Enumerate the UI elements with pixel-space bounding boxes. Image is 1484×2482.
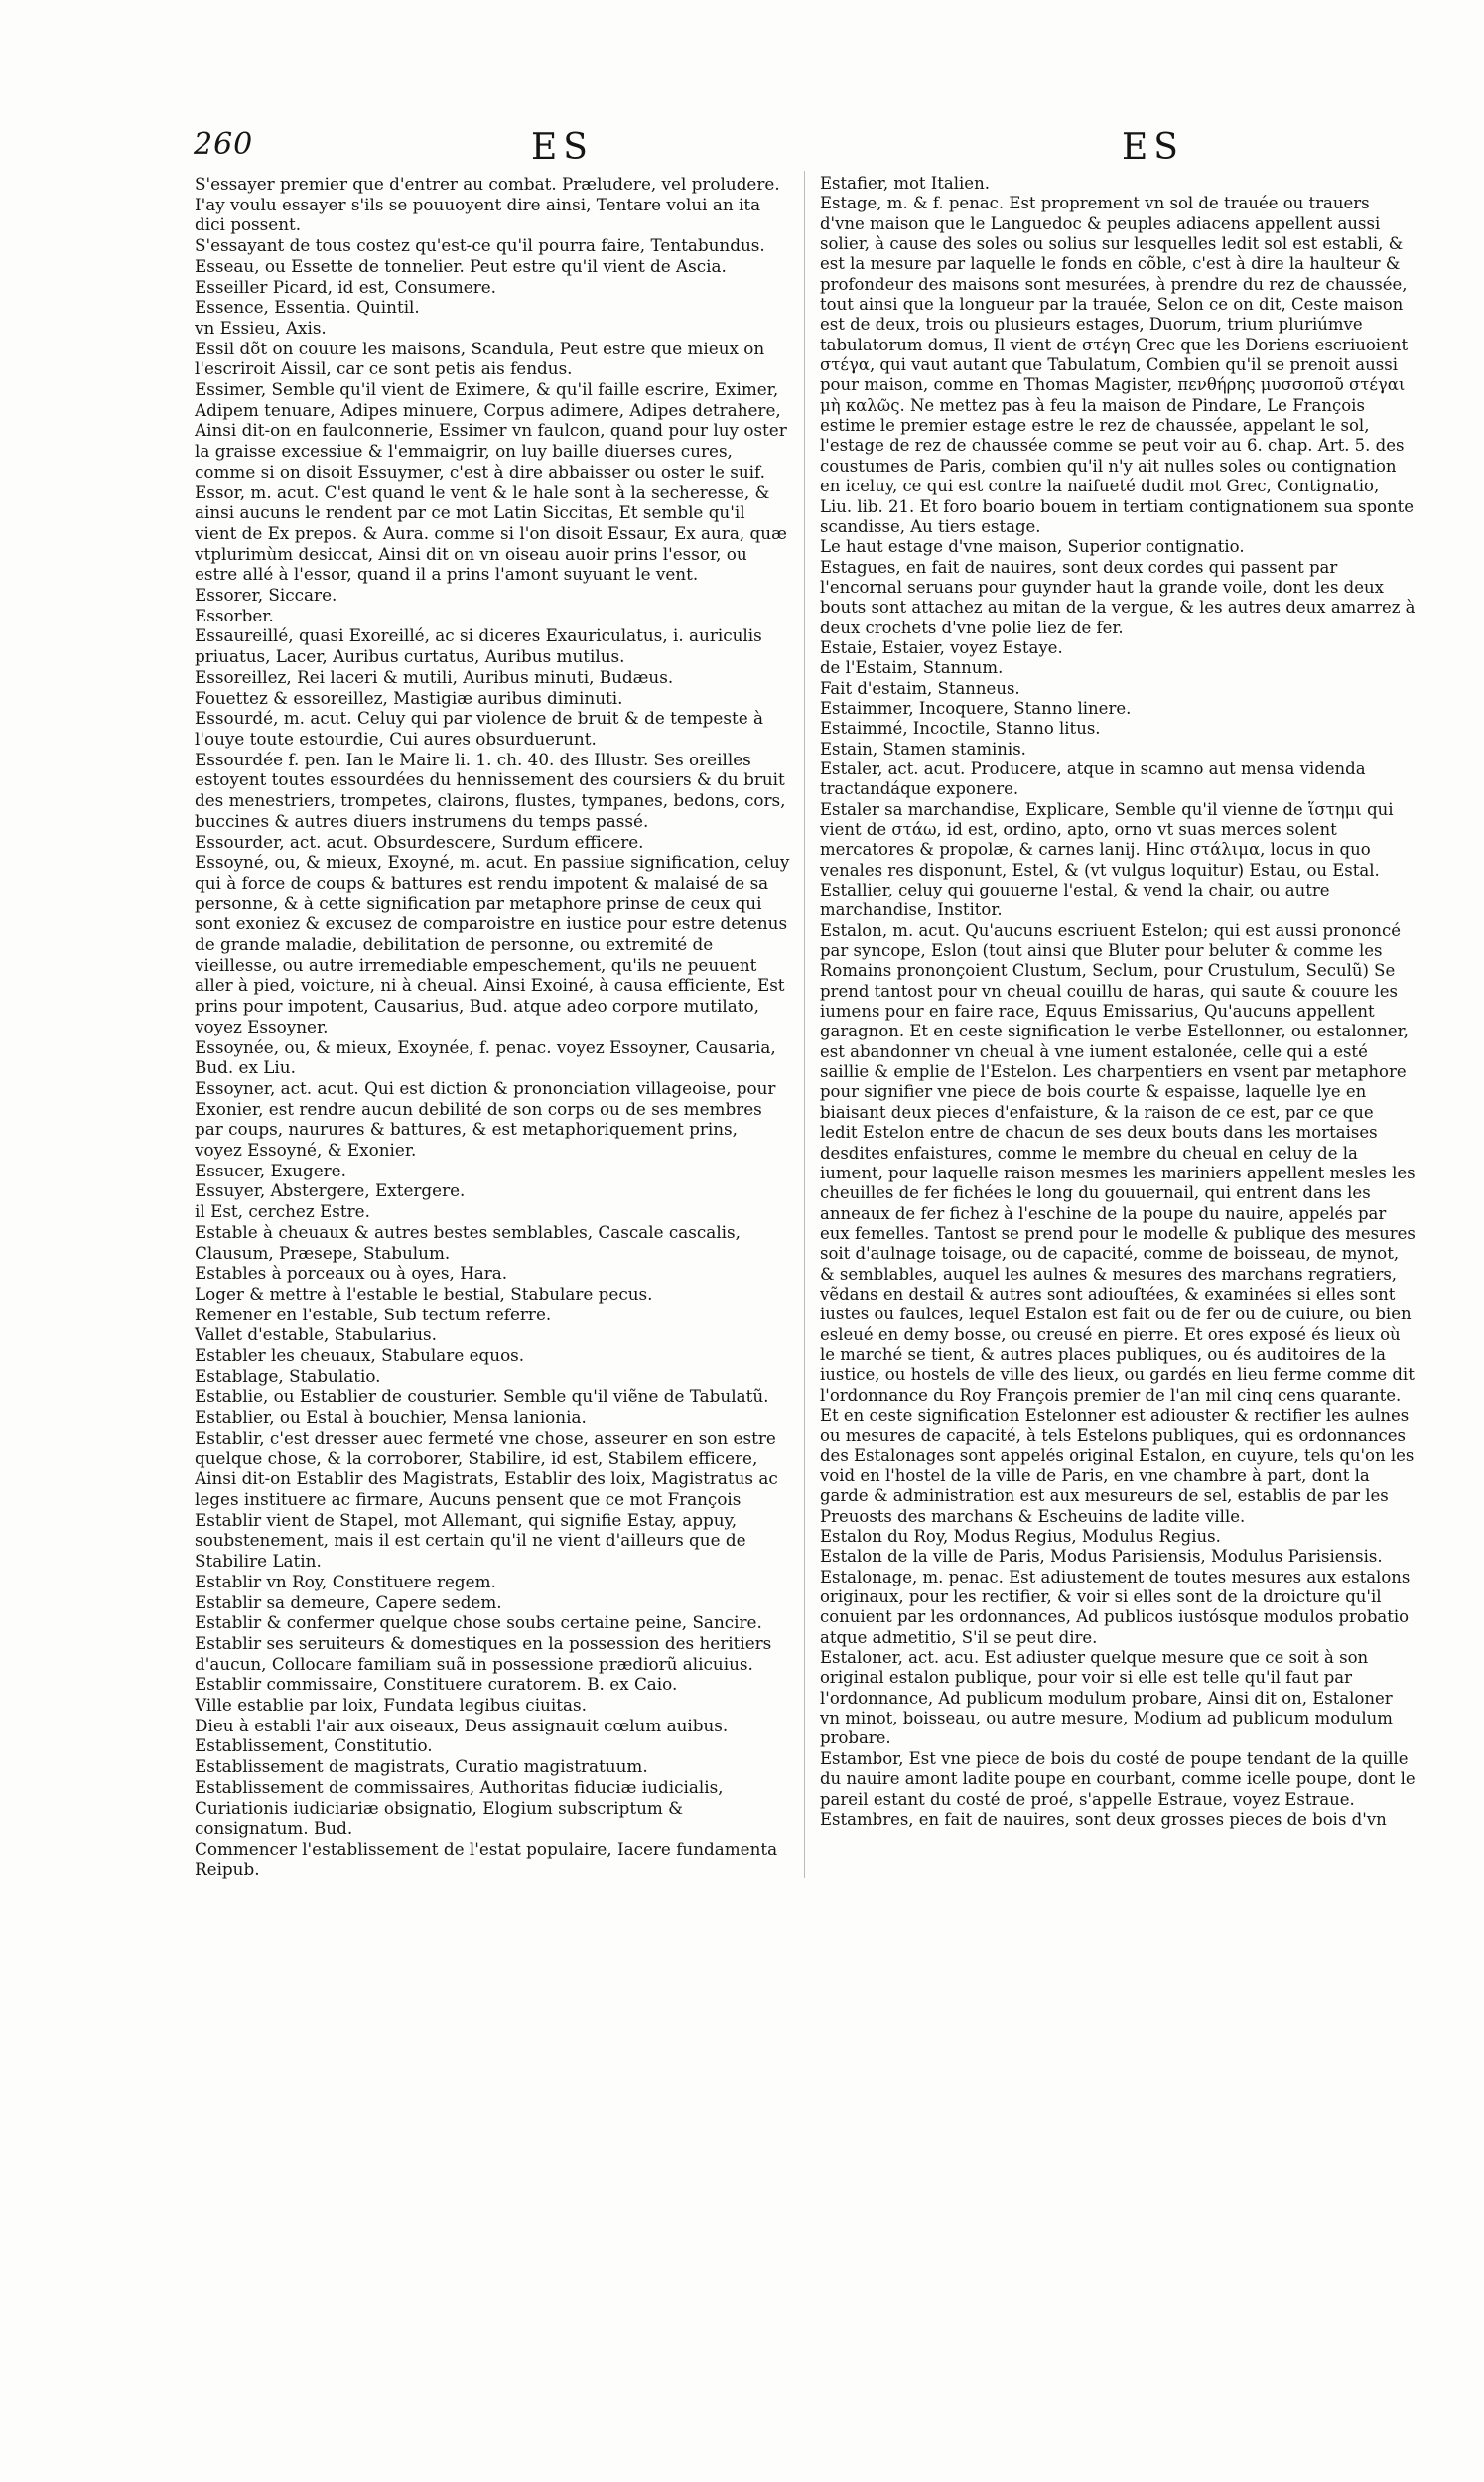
dictionary-entry: Estafier, mot Italien. xyxy=(820,174,990,193)
dictionary-entry: Estaie, Estaier, voyez Estaye. xyxy=(820,637,1063,657)
dictionary-entry: S'essayant de tous costez qu'est-ce qu'il pourra faire, Tentabundus. xyxy=(195,235,765,256)
dictionary-entry: Fait d'estaim, Stanneus. xyxy=(820,678,1020,698)
dictionary-entry: S'essayer premier que d'entrer au combat. Præludere, vel proludere. xyxy=(195,174,780,194)
dictionary-entry: Establir ses seruiteurs & domestiques en la possession des heritiers d'aucun, Collocare familiam suã in possessione prædiorũ alicuius. xyxy=(195,1632,772,1674)
dictionary-entry: Estagues, en fait de nauires, sont deux cordes qui passent par l'encornal seruans pour guynder haut la grande voile, dont les deux bouts sont attachez au mitan de la vergue, & les autres deux amarrez à deux crochets d'vne polie liez de fer. xyxy=(820,557,1416,637)
dictionary-entry: Establissement de commissaires, Authoritas fiduciæ iudicialis, Curiationis iudiciariæ obsignatio, Elogium subscriptum & consignatum. Bud. xyxy=(195,1776,724,1839)
dictionary-entry: il Est, cerchez Estre. xyxy=(195,1201,370,1222)
dictionary-entry: Estaler sa marchandise, Explicare, Semble qu'il vienne de ἵστημι qui vient de στάω, id est, ordino, apto, orno vt suas merces solent mercatores & propolæ, & carnes lanij. Hinc στάλιμα, locus in quo venales res disponunt, Estel, & (vt vulgus loquitur) Estau, ou Estal. xyxy=(820,799,1394,880)
dictionary-entry: Estalon de la ville de Paris, Modus Parisiensis, Modulus Parisiensis. xyxy=(820,1547,1383,1567)
left-column xyxy=(195,174,790,1879)
dictionary-entry: Establer les cheuaux, Stabulare equos. xyxy=(195,1345,525,1366)
dictionary-entry: Estalonage, m. penac. Est adiustement de toutes mesures aux estalons originaux, pour les rectifier, & voir si elles sont de la droicture qu'il conuient par les ordonnances, Ad publicos iustósque modulos probatio atque admetitio, S'il se peut dire. xyxy=(820,1567,1411,1647)
dictionary-entry: Vallet d'estable, Stabularius. xyxy=(195,1324,437,1345)
dictionary-entry: Loger & mettre à l'estable le bestial, Stabulare pecus. xyxy=(195,1283,653,1304)
dictionary-entry: Remener en l'estable, Sub tectum referre. xyxy=(195,1304,552,1324)
dictionary-entry: I'ay voulu essayer s'ils se pouuoyent dire ainsi, Tentare volui an ita dici possent. xyxy=(195,194,761,235)
dictionary-entry: Estable à cheuaux & autres bestes semblables, Cascale cascalis, Clausum, Præsepe, Stabulum. xyxy=(195,1221,741,1263)
dictionary-entry: Ville establie par loix, Fundata legibus ciuitas. xyxy=(195,1695,587,1716)
dictionary-entry: Establir vn Roy, Constituere regem. xyxy=(195,1571,496,1591)
dictionary-entry: Estalon, m. acut. Qu'aucuns escriuent Estelon; qui est aussi prononcé par syncope, Eslon (tout ainsi que Bluter pour beluter & comme les Romains prononçoient Clustum, Seclum, pour Crustulum, Seculũ) Se prend tantost pour vn cheual couillu de haras, qui saute & couure les iumens pour en faire race, Equus Emissarius, Qu'aucuns appellent garagnon. Et en ceste signification le verbe Estellonner, ou estalonner, est abandonner vn cheual à vne iument estalonée, celle qui a esté saillie & emplie de l'Estelon. Les charpentiers en vsent par metaphore pour signifier vne piece de bois courte & espaisse, laquelle lye en biaisant deux pieces d'enfaisture, & la raison de ce est, par ce que ledit Estelon entre de chacun de ses deux bouts dans les mortaises desdites enfaistures, comme le membre du cheual en celuy de la iument, pour laquelle raison mesmes les mariniers appellent mesles les cheuilles de fer fichées le long du gouuernail, qui entrent dans les anneaux de fer fichez à l'eschine de la poupe du nauire, appelés par eux femelles. Tantost se prend pour le modelle & publique des mesures soit d'aulnage toisage, ou de capacité, comme de boisseau, de mynot, & semblables, auquel les aulnes & mesures des marchans regratiers, vẽdans en destail & autres sont adiouſtées, & examinées si elles sont iustes ou faulces, lequel Estalon est fait ou de fer ou de cuiure, ou bien esleué en demy bosse, ou creusé en pierre. Et ores exposé és lieux où le marché se tient, & autres places publiques, ou és auditoires de la iustice, ou hostels de ville des lieux, ou gardés en lieu ferme comme dit l'ordonnance du Roy François premier de l'an mil cinq cens quarante. Et en ceste signification Estelonner est adiouster & rectifier les aulnes ou mesures de capacité, à tels Estelons publiques, qui es ordonnances des Estalonages sont appelés original Estalon, en cuyure, tels qu'on les void en l'hostel de la ville de Paris, en vne chambre à part, dont la garde & administration est aux mesureurs de sel, establis de par les Preuosts des marchans & Escheuins de ladite ville. xyxy=(820,920,1416,1526)
dictionary-entry: Estambor, Est vne piece de bois du costé de poupe tendant de la quille du nauire amont ladite poupe en courbant, comme icelle poupe, dont le pareil estant du costé de proé, s'appelle Estraue, voyez Estraue. xyxy=(820,1748,1416,1809)
dictionary-entry: Essuyer, Abstergere, Extergere. xyxy=(195,1180,466,1201)
dictionary-entry: Essoyné, ou, & mieux, Exoyné, m. acut. En passiue signification, celuy qui à force de coups & battures est rendu impotent & malaisé de sa personne, & à cette signification par metaphore prinse de ceux qui sont exoniez & excusez de comparoistre en iustice pour estre detenus de grande maladie, debilitation de personne, ou extremité de vieillesse, ou autre irremediable empeschement, qu'ils ne peuuent aller à pied, voicture, ni à cheual. Ainsi Exoiné, à causa efficiente, Est prins pour impotent, Causarius, Bud. atque adeo corpore mutilato, voyez Essoyner. xyxy=(195,852,790,1036)
dictionary-entry: Estables à porceaux ou à oyes, Hara. xyxy=(195,1263,508,1284)
dictionary-entry: Essaureillé, quasi Exoreillé, ac si diceres Exauriculatus, i. auriculis priuatus, Lacer, Auribus curtatus, Auribus mutilus. xyxy=(195,625,762,667)
dictionary-entry: Fouettez & essoreillez, Mastigiæ auribus diminuti. xyxy=(195,687,623,708)
dictionary-entry: Estambres, en fait de nauires, sont deux grosses pieces de bois d'vn xyxy=(820,1809,1387,1829)
dictionary-entry: Essimer, Semble qu'il vient de Eximere, & qu'il faille escrire, Eximer, Adipem tenuare, Adipes minuere, Corpus adimere, Adipes detrahere, Ainsi dit-on en faulconnerie, Essimer vn faulcon, quand pour luy oster la graisse excessiue & l'emmaigrir, on luy baille diuerses cures, comme si on disoit Essuymer, c'est à dire abbaisser ou oster le suif. xyxy=(195,379,787,482)
dictionary-entry: Estaloner, act. acu. Est adiuster quelque mesure que ce soit à son original estalon publique, pour voir si elle est telle qu'il faut par l'ordonnance, Ad publicum modulum probare, Ainsi dit on, Estaloner vn minot, boisseau, ou autre mesure, Modium ad publicum modulum probare. xyxy=(820,1648,1393,1748)
dictionary-entry: Establage, Stabulatio. xyxy=(195,1365,381,1386)
page-header xyxy=(194,127,1415,171)
dictionary-entry: Estage, m. & f. penac. Est proprement vn sol de trauée ou trauers d'vne maison que le Languedoc & peuples adiacens appellent aussi solier, à cause des soles ou solius sur lesquelles ledit sol est establi, & est la mesure par laquelle le fonds en cõble, c'est à dire la haulteur & profondeur des maisons sont mesurées, à prendre du rez de chaussée, tout ainsi que la longueur par la trauée, Selon ce on dit, Ceste maison est de deux, trois ou plusieurs estages, Duorum, trium pluriúmve tabulatorum domus, Il vient de στέγη Grec que les Doriens escriuoient στέγα, qui vaut autant que Tabulatum, Combien qu'il se prenoit aussi pour maison, comme en Thomas Magister, πενθήρης μυσσοποῦ στέγαι μὴ καλῶς. Ne mettez pas à feu la maison de Pindare, Le François estime le premier estage estre le rez de chaussée, appelant le sol, l'estage de rez de chaussée comme se peut voir au 6. chap. Art. 5. des coustumes de Paris, combien qu'il n'y ait nulles soles ou contignation en iceluy, ce qui est contre la naifueté dudit mot Grec, Contignatio, Liu. lib. 21. Et foro boario bouem in tertiam contignationem sua sponte scandisse, Au tiers estage. xyxy=(820,194,1415,536)
dictionary-entry: Essorber. xyxy=(195,605,274,625)
dictionary-entry: Establissement de magistrats, Curatio magistratuum. xyxy=(195,1756,648,1777)
dictionary-entry: Essourdée f. pen. Ian le Maire li. 1. ch. 40. des Illustr. Ses oreilles estoyent toutes essourdées du hennissement des coursiers & du bruit des menestriers, trompetes, clairons, flustes, tympanes, bedons, cors, buccines & autres diuers instrumens du temps passé. xyxy=(195,749,786,831)
dictionary-entry: Essoyner, act. acut. Qui est diction & prononciation villageoise, pour Exonier, est rendre aucun debilité de son corps ou de ses membres par coups, naurures & battures, & est metaphoriquement prins, voyez Essoyné, & Exonier. xyxy=(195,1077,776,1161)
running-head-left: ES xyxy=(531,127,594,168)
dictionary-entry: Esseau, ou Essette de tonnelier. Peut estre qu'il vient de Ascia. xyxy=(195,255,727,276)
dictionary-entry: Commencer l'establissement de l'estat populaire, Iacere fundamenta Reipub. xyxy=(195,1838,778,1879)
column-divider xyxy=(804,171,805,1878)
dictionary-entry: Essoreillez, Rei laceri & mutili, Auribus minuti, Budæus. xyxy=(195,666,674,687)
dictionary-entry: Essoynée, ou, & mieux, Exoynée, f. penac. voyez Essoyner, Causaria, Bud. ex Liu. xyxy=(195,1036,776,1078)
dictionary-entry: Establir commissaire, Constituere curatorem. B. ex Caio. xyxy=(195,1674,678,1695)
dictionary-entry: Dieu à establi l'air aux oiseaux, Deus assignauit cœlum auibus. xyxy=(195,1715,729,1735)
dictionary-entry: Establie, ou Establier de cousturier. Semble qu'il viẽne de Tabulatũ. xyxy=(195,1386,769,1407)
dictionary-entry: de l'Estaim, Stannum. xyxy=(820,658,1004,678)
right-column xyxy=(820,174,1416,1830)
page-number: 260 xyxy=(194,127,254,162)
dictionary-entry: Establir sa demeure, Capere sedem. xyxy=(195,1591,502,1612)
dictionary-entry: Essorer, Siccare. xyxy=(195,585,337,606)
dictionary-entry: Establissement, Constitutio. xyxy=(195,1735,433,1756)
dictionary-entry: Le haut estage d'vne maison, Superior contignatio. xyxy=(820,537,1245,557)
dictionary-entry: Estalon du Roy, Modus Regius, Modulus Regius. xyxy=(820,1527,1221,1547)
dictionary-entry: Establir, c'est dresser auec fermeté vne chose, asseurer en son estre quelque chose, & la corroborer, Stabilire, id est, Stabilem efficere, Ainsi dit-on Establir des Magistrats, Establir des loix, Magistratus ac leges instituere ac firmare, Aucuns pensent que ce mot François Establir vient de Stapel, mot Allemant, qui signifie Estay, appuy, soubstenement, mais il est certain qu'il ne vient d'ailleurs que de Stabilire Latin. xyxy=(195,1427,778,1572)
dictionary-entry: Essucer, Exugere. xyxy=(195,1160,346,1180)
dictionary-entry: Establir & confermer quelque chose soubs certaine peine, Sancire. xyxy=(195,1612,762,1633)
dictionary-entry: Essor, m. acut. C'est quand le vent & le hale sont à la secheresse, & ainsi aucuns le rendent par ce mot Latin Siccitas, Et semble qu'il vient de Ex prepos. & Aura. comme si l'on disoit Essaur, Ex aura, quæ vtplurimùm desiccat, Ainsi dit on vn oiseau auoir prins l'essor, ou estre allé à l'essor, quand il a prins l'amont suyuant le vent. xyxy=(195,482,787,585)
dictionary-entry: Essil dõt on couure les maisons, Scandula, Peut estre que mieux on l'escriroit Aissil, car ce sont petis ais fendus. xyxy=(195,338,765,379)
dictionary-entry: Essourder, act. acut. Obsurdescere, Surdum efficere. xyxy=(195,831,644,852)
dictionary-entry: Estallier, celuy qui gouuerne l'estal, & vend la chair, ou autre marchandise, Institor. xyxy=(820,881,1330,920)
dictionary-entry: Essence, Essentia. Quintil. xyxy=(195,297,420,318)
dictionary-entry: Estaler, act. acut. Producere, atque in scamno aut mensa videnda tractandáque exponere. xyxy=(820,758,1366,799)
running-head-right: ES xyxy=(1122,127,1184,168)
dictionary-entry: vn Essieu, Axis. xyxy=(195,317,327,338)
dictionary-entry: Estaimmer, Incoquere, Stanno linere. xyxy=(820,698,1132,718)
dictionary-entry: Essourdé, m. acut. Celuy qui par violence de bruit & de tempeste à l'ouye toute estourdie, Cui aures obsurduerunt. xyxy=(195,708,763,749)
dictionary-entry: Estain, Stamen staminis. xyxy=(820,739,1026,758)
dictionary-entry: Esseiller Picard, id est, Consumere. xyxy=(195,276,496,297)
dictionary-entry: Estaimmé, Incoctile, Stanno litus. xyxy=(820,719,1101,739)
dictionary-entry: Establier, ou Estal à bouchier, Mensa lanionia. xyxy=(195,1407,587,1428)
